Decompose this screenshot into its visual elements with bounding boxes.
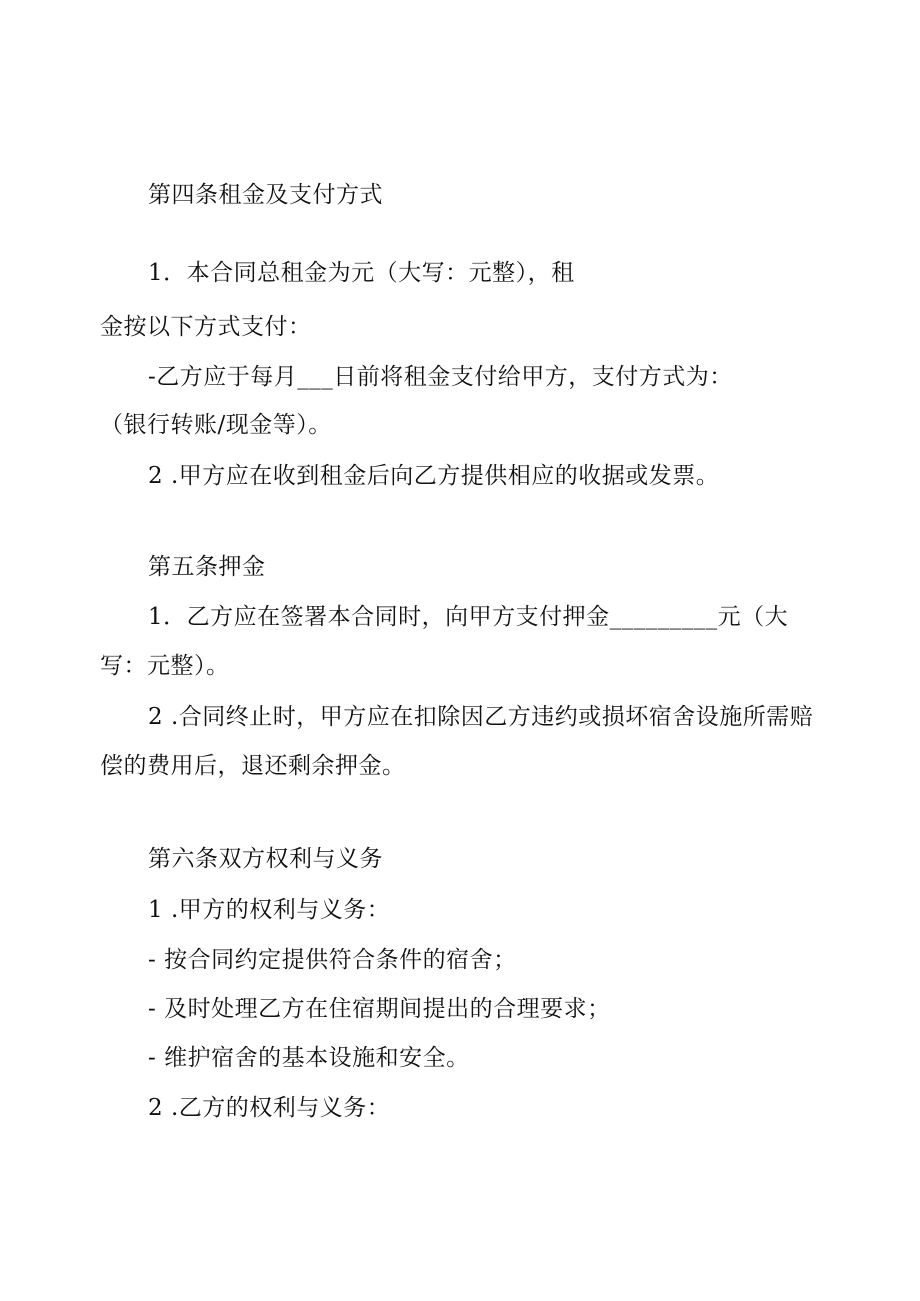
- article-4-item-1-sub-line-2: （银行转账/现金等）。: [100, 412, 332, 438]
- article-6-item-2: 2 .乙方的权利与义务：: [148, 1095, 391, 1121]
- article-6-title: 第六条双方权利与义务: [148, 846, 383, 872]
- article-5-title: 第五条押金: [148, 554, 266, 580]
- article-5-item-2-line-2: 偿的费用后，退还剩余押金。: [100, 753, 406, 779]
- article-6-item-1-point: - 维护宿舍的基本设施和安全。: [148, 1045, 470, 1071]
- article-5-item-1-line-1: 1．乙方应在签署本合同时，向甲方支付押金_________元（大: [148, 604, 789, 630]
- article-6-item-1: 1 .甲方的权利与义务：: [148, 897, 391, 923]
- article-4-item-1-line-2: 金按以下方式支付：: [100, 314, 312, 340]
- article-4-item-1-sub-line-1: -乙方应于每月___日前将租金支付给甲方，支付方式为：: [148, 364, 733, 390]
- article-4-item-1-line-1: 1．本合同总租金为元（大写：元整），租: [148, 260, 575, 286]
- article-4-item-2: 2 .甲方应在收到租金后向乙方提供相应的收据或发票。: [148, 463, 720, 489]
- article-6-item-1-point: - 及时处理乙方在住宿期间提出的合理要求；: [148, 996, 611, 1022]
- article-4-title: 第四条租金及支付方式: [148, 182, 383, 208]
- article-6-item-1-point: - 按合同约定提供符合条件的宿舍；: [148, 947, 517, 973]
- article-5-item-2-line-1: 2 .合同终止时，甲方应在扣除因乙方违约或损坏宿舍设施所需赔: [148, 704, 814, 730]
- article-5-item-1-line-2: 写：元整）。: [100, 653, 230, 679]
